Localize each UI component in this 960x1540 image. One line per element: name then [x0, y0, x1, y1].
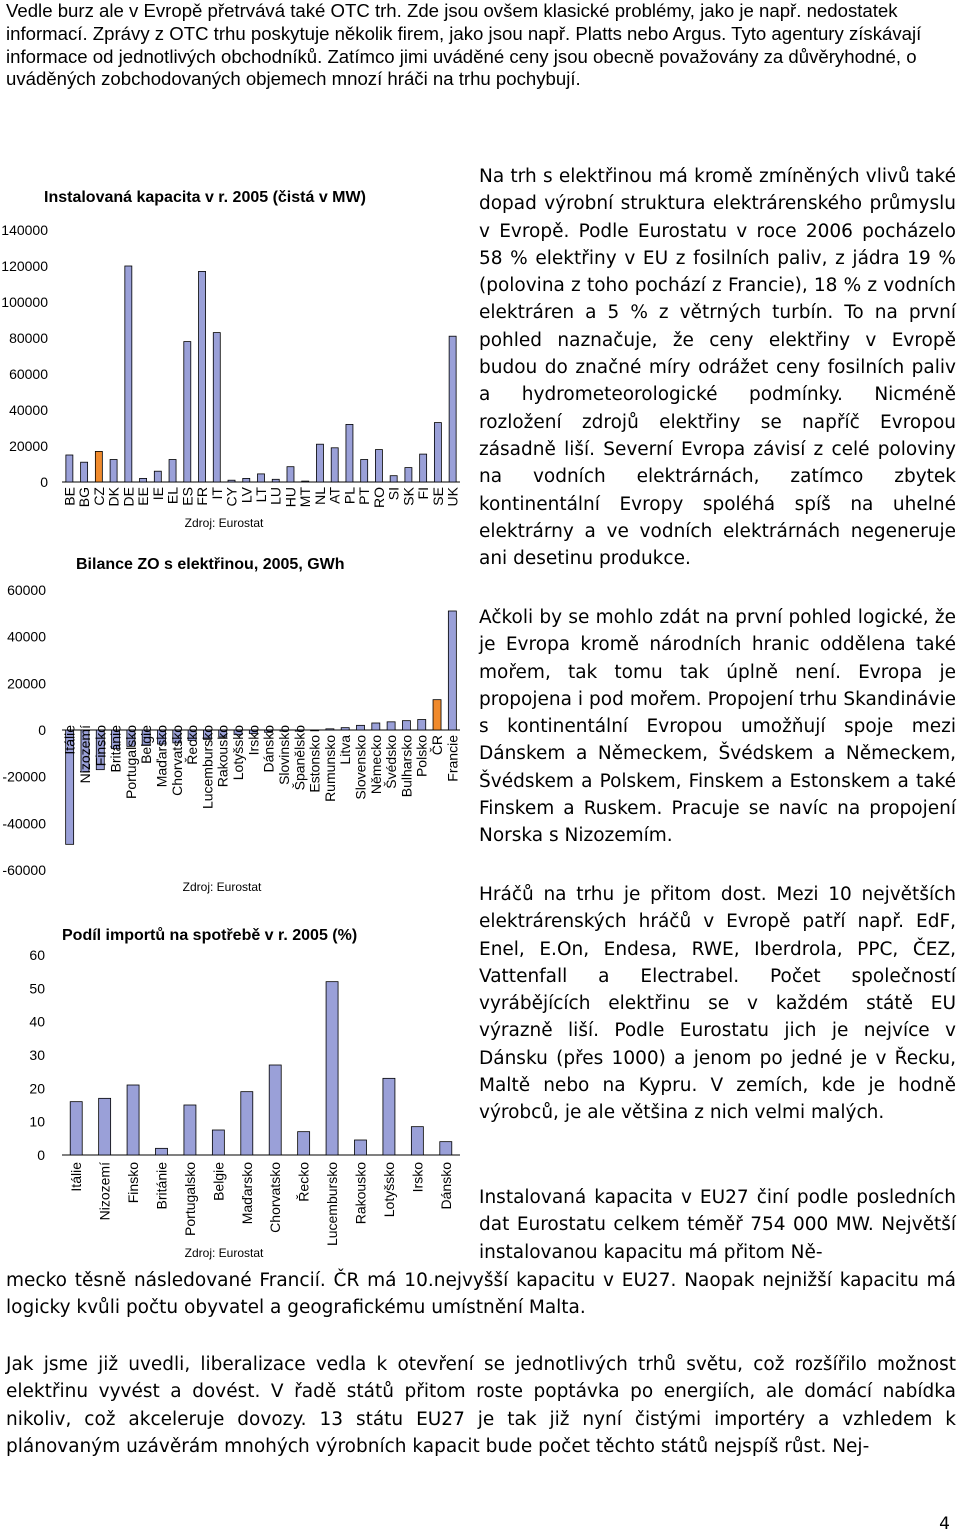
- chart-installed-capacity-y-tick: 20000: [9, 438, 48, 454]
- chart-import-share-y-tick: 30: [29, 1047, 45, 1063]
- chart-import-share-y-axis: [29, 947, 45, 1163]
- chart-trade-balance-label-nemecko: Německo: [367, 735, 384, 795]
- chart-trade-balance-y-tick: -20000: [2, 768, 46, 785]
- chart-installed-capacity-label-fr: FR: [194, 487, 211, 506]
- chart-installed-capacity-bar-el: [169, 460, 176, 483]
- chart-installed-capacity-label-fi: FI: [415, 487, 432, 500]
- chart-installed-capacity-label-sk: SK: [400, 487, 417, 506]
- chart-trade-balance-label-italie: Itálie: [61, 725, 78, 755]
- chart-installed-capacity-bar-es: [184, 342, 191, 482]
- chart-trade-balance-label-dansko: Dánsko: [260, 725, 277, 773]
- chart-installed-capacity-label-be: BE: [61, 487, 78, 506]
- chart-installed-capacity-bar-mt: [302, 481, 309, 482]
- paragraph-capacity-continued: mecko těsně následované Francií. ČR má 10.nejvyšší kapacitu v EU27. Naopak nejnižší kapacitu má logicky kvůli počtu obyvatel a geografickému umístnění Malta.: [6, 1270, 956, 1319]
- chart-installed-capacity-y-tick: 60000: [9, 366, 48, 382]
- chart-import-share-label-britanie: Británie: [153, 1162, 170, 1210]
- chart-installed-capacity-x-labels: [61, 486, 460, 508]
- chart-import-share-bar-recko: [298, 1132, 310, 1155]
- paragraph-market-players: Hráčů na trhu je přitom dost. Mezi 10 největších elektrárenských hráčů v Evropě patří např. EdF, Enel, E.On, Endesa, RWE, Iberdrola, PPC, ČEZ, Vattenfall a Electrabel. Počet společností vyrábějících elektřinu se v každém státě EU výrazně liší. Podle Eurostatu jich je nejvíce v Dánsku (přes 1000) a jenom po jedné je v Řecku, Maltě nebo na Kypru. V zemích, kde je hodně výrobců, je ale většina z nich velmi malých.: [479, 884, 956, 1124]
- chart-import-share-label-nizozemi: Nizozemí: [96, 1162, 113, 1221]
- chart-import-share-bar-finsko: [127, 1085, 139, 1155]
- chart-import-share-bar-lotyssko: [383, 1078, 395, 1155]
- chart-import-share-y-tick: 50: [29, 980, 45, 997]
- chart-installed-capacity-y-tick: 80000: [9, 330, 48, 346]
- paragraph-interconnection: Ačkoli by se mohlo zdát na první pohled logické, že je Evropa kromě národních hranic oddělena také mořem, tak tomu tak úplně není. Evropa je propojena i pod mořem. Propojení trhu Skandinávie s kontinentální Evropou umožňují spoje mezi Dánskem a Německem, Švédskem a Německem, Švédskem a Polskem, Finskem a Estonskem a také Finskem a Ruskem. Pracuje se navíc na propojení Norska s Nizozemím.: [479, 607, 956, 847]
- chart-import-share-label-lucembursko: Lucembursko: [324, 1162, 341, 1247]
- chart-trade-balance-bar-polsko: [418, 720, 426, 731]
- chart-installed-capacity-bar-be: [66, 455, 73, 482]
- chart-trade-balance-label-lucembursko: Lucembursko: [199, 725, 216, 810]
- chart-installed-capacity-bar-cz: [95, 451, 102, 482]
- chart-import-share-bar-rakousko: [355, 1140, 367, 1155]
- chart-trade-balance: [2, 556, 460, 894]
- chart-trade-balance-y-tick: -40000: [2, 815, 46, 832]
- chart-import-share-y-tick: 0: [37, 1147, 45, 1163]
- chart-import-share-bar-irsko: [411, 1127, 423, 1155]
- chart-installed-capacity: [1, 189, 460, 530]
- chart-installed-capacity-bars: [66, 266, 456, 482]
- chart-import-share-x-labels: [68, 1162, 454, 1246]
- chart-import-share-bars: [70, 982, 452, 1155]
- chart-trade-balance-bar-cr: [433, 700, 441, 730]
- chart-trade-balance-y-tick: 20000: [7, 675, 46, 692]
- chart-trade-balance-label-slovensko: Slovensko: [352, 735, 369, 800]
- chart-installed-capacity-bar-nl: [316, 444, 323, 482]
- chart-installed-capacity-bar-fr: [199, 271, 206, 482]
- chart-installed-capacity-label-nl: NL: [311, 487, 328, 505]
- chart-trade-balance-bar-svedsko: [387, 722, 395, 730]
- chart-installed-capacity-label-se: SE: [429, 487, 446, 506]
- chart-trade-balance-bar-francie: [448, 611, 456, 730]
- chart-installed-capacity-bar-cy: [228, 480, 235, 482]
- chart-installed-capacity-bar-sk: [405, 468, 412, 482]
- chart-installed-capacity-label-mt: MT: [297, 487, 314, 508]
- chart-installed-capacity-y-tick: 40000: [9, 402, 48, 418]
- chart-trade-balance-bar-slovensko: [357, 725, 365, 730]
- chart-trade-balance-y-tick: 60000: [7, 582, 46, 598]
- chart-trade-balance-bar-nemecko: [372, 723, 380, 730]
- chart-import-share-bar-madarsko: [241, 1092, 253, 1155]
- chart-trade-balance-label-belgie: Belgie: [138, 725, 155, 764]
- chart-trade-balance-label-britanie: Británie: [107, 725, 124, 773]
- chart-import-share-bar-chorvatsko: [269, 1065, 281, 1155]
- chart-trade-balance-x-labels: [62, 725, 461, 809]
- chart-installed-capacity-title: Instalovaná kapacita v r. 2005 (čistá v MW): [44, 189, 366, 206]
- chart-trade-balance-label-madarsko: Maďarsko: [153, 725, 170, 788]
- chart-installed-capacity-bar-uk: [449, 336, 456, 482]
- paragraph-liberalization: Jak jsme již uvedli, liberalizace vedla k otevření se jednotlivých trhů světu, což rozšířilo možnost elektřinu vyvést a dovést. V řadě států přitom roste poptávka po energiích, ale domácí nabídka nikoliv, což akceleruje dovozy. 13 státu EU27 je tak již nyní čistými importéry a vzhledem k plánovaným uzávěrám mnohých výrobních kapacit bude počet těchto států nejspíš růst. Nej-: [6, 1354, 956, 1457]
- chart-installed-capacity-label-hu: HU: [282, 487, 299, 508]
- paragraph-production-structure: Na trh s elektřinou má kromě zmíněných vlivů také dopad výrobní struktura elektrárenského průmyslu v Evropě. Podle Eurostatu v roce 2006 pocházelo 58 % elektřiny v EU z fosilních paliv, z jádra 19 % (polovina z toho pochází z Francie), 18 % z vodních elektráren a 5 % z větrných turbín. To na první pohled naznačuje, že ceny elektřiny v Evropě budou do značné míry odrážet ceny fosilních paliv a hydrometeorologické podmínky. Nicméně rozložení zdrojů elektřiny se napříč Evropou zásadně liší. Severní Evropa závisí z celé poloviny na vodních elektrárnách, zatímco zbytek kontinentální Evropy spoléhá spíš na uhelné elektrárny a ve vodních elektrárnách negeneruje ani desetinu produkce.: [479, 166, 956, 570]
- chart-installed-capacity-label-pt: PT: [356, 487, 373, 505]
- chart-import-share-bar-britanie: [156, 1148, 168, 1155]
- chart-trade-balance-label-chorvatsko: Chorvatsko: [168, 725, 185, 796]
- chart-import-share-bar-lucembursko: [326, 982, 338, 1155]
- chart-installed-capacity-bar-fi: [420, 454, 427, 482]
- chart-import-share-bar-portugalsko: [184, 1105, 196, 1155]
- chart-installed-capacity-label-es: ES: [179, 487, 196, 506]
- chart-trade-balance-bar-litva: [341, 728, 349, 730]
- chart-trade-balance-y-tick: 0: [38, 722, 46, 738]
- chart-import-share-bar-dansko: [440, 1142, 452, 1155]
- chart-installed-capacity-bar-hu: [287, 467, 294, 482]
- chart-installed-capacity-y-tick: 120000: [1, 258, 48, 274]
- chart-import-share-bar-italie: [70, 1102, 82, 1155]
- chart-trade-balance-label-rumunsko: Rumunsko: [321, 735, 338, 802]
- chart-installed-capacity-y-axis: [1, 222, 48, 490]
- chart-trade-balance-label-nizozemi: Nizozemí: [76, 725, 93, 784]
- chart-trade-balance-label-bulharsko: Bulharsko: [398, 735, 415, 798]
- chart-installed-capacity-label-el: EL: [164, 487, 181, 505]
- chart-installed-capacity-bar-se: [434, 423, 441, 482]
- chart-trade-balance-label-recko: Řecko: [184, 725, 201, 765]
- chart-installed-capacity-label-cz: CZ: [90, 487, 107, 506]
- page-number: 4: [939, 1514, 950, 1534]
- chart-import-share-label-chorvatsko: Chorvatsko: [267, 1162, 284, 1233]
- chart-trade-balance-y-axis: [2, 582, 46, 878]
- chart-installed-capacity-bar-lu: [272, 479, 279, 482]
- chart-import-share-y-tick: 10: [29, 1113, 45, 1130]
- chart-trade-balance-label-estonsko: Estonsko: [306, 735, 323, 793]
- chart-trade-balance-label-portugalsko: Portugalsko: [122, 725, 139, 799]
- chart-import-share-y-tick: 20: [29, 1080, 45, 1097]
- chart-installed-capacity-label-pl: PL: [341, 487, 358, 505]
- chart-import-share-bar-belgie: [212, 1130, 224, 1155]
- chart-import-share-label-portugalsko: Portugalsko: [181, 1162, 198, 1236]
- chart-import-share-y-tick: 60: [29, 947, 45, 963]
- chart-installed-capacity-bar-de: [125, 266, 132, 482]
- chart-trade-balance-label-lotyssko: Lotyšsko: [230, 725, 247, 781]
- paragraph-intro: Vedle burz ale v Evropě přetrvává také OTC trh. Zde jsou ovšem klasické problémy, jako je např. nedostatek informací. Zprávy z OTC trhu poskytuje několik firem, jako jsou např. Platts nebo Argus. Tyto agentury získávají informace od jednotlivých obchodníků. Zatímco jimi uváděné ceny jsou obecně považovány za důvěryhodné, o uváděných zobchodovaných objemech mnozí hráči na trhu pochybují.: [6, 0, 922, 90]
- chart-installed-capacity-bar-pl: [346, 424, 353, 482]
- chart-installed-capacity-bar-it: [213, 333, 220, 482]
- chart-installed-capacity-bar-ee: [140, 478, 147, 482]
- chart-installed-capacity-label-at: AT: [326, 487, 343, 504]
- chart-installed-capacity-label-lu: LU: [267, 487, 284, 505]
- chart-trade-balance-y-tick: 40000: [7, 628, 46, 645]
- chart-installed-capacity-label-bg: BG: [76, 487, 93, 508]
- chart-installed-capacity-y-tick: 100000: [1, 294, 48, 310]
- chart-installed-capacity-bar-si: [390, 476, 397, 482]
- chart-trade-balance-source: Zdroj: Eurostat: [182, 880, 262, 894]
- chart-installed-capacity-bar-dk: [110, 460, 117, 483]
- chart-import-share-label-belgie: Belgie: [210, 1162, 227, 1201]
- chart-installed-capacity-label-it: IT: [208, 487, 225, 500]
- chart-import-share-label-irsko: Irsko: [409, 1162, 426, 1193]
- chart-installed-capacity-bar-pt: [361, 460, 368, 483]
- chart-trade-balance-bar-bulharsko: [402, 721, 410, 730]
- paragraph-installed-capacity: Instalovaná kapacita v EU27 činí podle posledních dat Eurostatu celkem téměř 754 000 MW. Největší instalovanou kapacitu má přitom Ně-: [479, 1187, 956, 1263]
- chart-import-share-label-lotyssko: Lotyšsko: [380, 1162, 397, 1218]
- chart-installed-capacity-label-cy: CY: [223, 487, 240, 507]
- chart-installed-capacity-label-dk: DK: [105, 487, 122, 507]
- chart-trade-balance-label-irsko: Irsko: [245, 725, 262, 756]
- chart-import-share-label-finsko: Finsko: [125, 1162, 142, 1204]
- chart-trade-balance-label-rakousko: Rakousko: [214, 725, 231, 788]
- chart-import-share-label-recko: Řecko: [295, 1162, 312, 1202]
- chart-import-share-label-dansko: Dánsko: [437, 1162, 454, 1210]
- chart-installed-capacity-bar-ie: [154, 471, 161, 482]
- chart-trade-balance-bar-rumunsko: [326, 729, 334, 730]
- chart-installed-capacity-label-ie: IE: [149, 487, 166, 501]
- chart-import-share: [29, 927, 460, 1260]
- chart-trade-balance-label-slovinsko: Slovinsko: [275, 725, 292, 785]
- chart-installed-capacity-y-tick: 0: [40, 474, 48, 490]
- chart-import-share-bar-nizozemi: [99, 1098, 111, 1155]
- chart-trade-balance-label-polsko: Polsko: [413, 735, 430, 778]
- chart-installed-capacity-label-lv: LV: [238, 487, 255, 504]
- chart-installed-capacity-bar-ro: [375, 450, 382, 482]
- chart-trade-balance-label-spanelsko: Španělsko: [291, 725, 308, 791]
- chart-import-share-label-madarsko: Maďarsko: [238, 1162, 255, 1225]
- chart-installed-capacity-label-de: DE: [120, 487, 137, 507]
- chart-import-share-y-tick: 40: [29, 1013, 45, 1030]
- chart-trade-balance-label-finsko: Finsko: [92, 725, 109, 767]
- chart-installed-capacity-label-ee: EE: [135, 487, 152, 506]
- chart-trade-balance-label-svedsko: Švédsko: [383, 735, 400, 789]
- chart-installed-capacity-label-si: SI: [385, 487, 402, 501]
- chart-import-share-label-italie: Itálie: [68, 1162, 85, 1192]
- chart-installed-capacity-bar-bg: [81, 462, 88, 482]
- chart-installed-capacity-bar-lv: [243, 478, 250, 482]
- chart-import-share-source: Zdroj: Eurostat: [184, 1246, 264, 1260]
- chart-installed-capacity-bar-lt: [258, 474, 265, 482]
- chart-installed-capacity-source: Zdroj: Eurostat: [184, 516, 264, 530]
- chart-trade-balance-title: Bilance ZO s elektřinou, 2005, GWh: [76, 556, 345, 573]
- chart-installed-capacity-y-tick: 140000: [1, 222, 48, 238]
- chart-trade-balance-bar-estonsko: [311, 730, 319, 731]
- chart-trade-balance-y-tick: -60000: [2, 862, 46, 878]
- chart-installed-capacity-label-lt: LT: [253, 487, 269, 503]
- chart-installed-capacity-label-ro: RO: [370, 487, 387, 508]
- charts-area: [0, 150, 470, 1420]
- chart-installed-capacity-bar-at: [331, 448, 338, 482]
- chart-trade-balance-label-cr: ČR: [429, 735, 446, 756]
- chart-trade-balance-label-francie: Francie: [444, 735, 461, 782]
- chart-import-share-label-rakousko: Rakousko: [352, 1162, 369, 1225]
- chart-import-share-title: Podíl importů na spotřebě v r. 2005 (%): [62, 927, 358, 944]
- chart-installed-capacity-label-uk: UK: [444, 487, 461, 507]
- chart-trade-balance-label-litva: Litva: [337, 735, 354, 765]
